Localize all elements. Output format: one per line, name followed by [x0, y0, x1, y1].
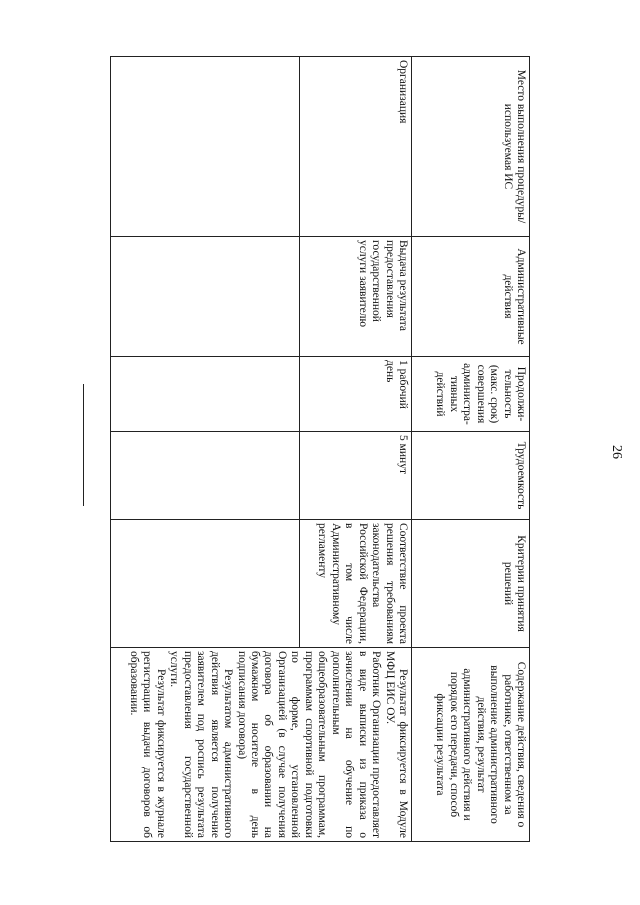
header-criteria: Критерии принятия решений — [412, 520, 530, 648]
content-paragraph: Результатом административного действия является получение заявителем под роспись результата предоставления государственной услуги. — [168, 651, 235, 838]
empty-cell — [111, 357, 300, 432]
header-duration: Продолжи-тельность (макс. срок) совершения администра-тивных действий — [412, 357, 530, 432]
cell-place: Организация — [300, 57, 412, 237]
page-number: 26 — [609, 445, 624, 459]
table-row — [300, 57, 412, 842]
procedure-table — [110, 56, 530, 842]
cell-duration: 1 рабочий день — [300, 357, 412, 432]
content-paragraph: Результат фиксируется в Модуле МФЦ ЕИС ОУ. — [383, 651, 409, 838]
cell-content — [111, 648, 412, 842]
header-labor: Трудоемкость — [412, 432, 530, 520]
empty-cell — [111, 237, 300, 357]
procedure-table-container — [110, 56, 530, 841]
separator-line — [83, 384, 84, 506]
procedure-table-rotated — [110, 56, 530, 841]
header-actions: Административные действия — [412, 237, 530, 357]
table-header-row — [412, 57, 530, 842]
cell-labor: 5 минут — [300, 432, 412, 520]
cell-criteria: Соответствие проекта решения требованиям законодательства Российской Федерации, в том числе Административному регламенту — [300, 520, 412, 648]
header-content: Содержание действия, сведения о работнике, ответственном за выполнение административного действия, результат административного действия и порядок его передачи, способ фиксации результата — [412, 648, 530, 842]
header-place: Место выполнения процедуры/используемая ИС — [412, 57, 530, 237]
content-paragraph: Результат фиксируется в журнале регистрации выдачи договоров об образовании. — [127, 651, 167, 838]
content-paragraph: Работник Организации предоставляет в виде выписки из приказа о зачислении на обучение по дополнительным общеобразовательным программам, программам спортивной подготовки по форме, установленной Организацией (в случае получения договора об образовании на бумажном носителе в день подписания договора) — [235, 651, 383, 838]
cell-action: Выдача результата предоставления государственной услуги заявителю — [300, 237, 412, 357]
empty-cell — [111, 57, 300, 237]
empty-cell — [111, 432, 300, 520]
empty-cell — [111, 520, 300, 648]
